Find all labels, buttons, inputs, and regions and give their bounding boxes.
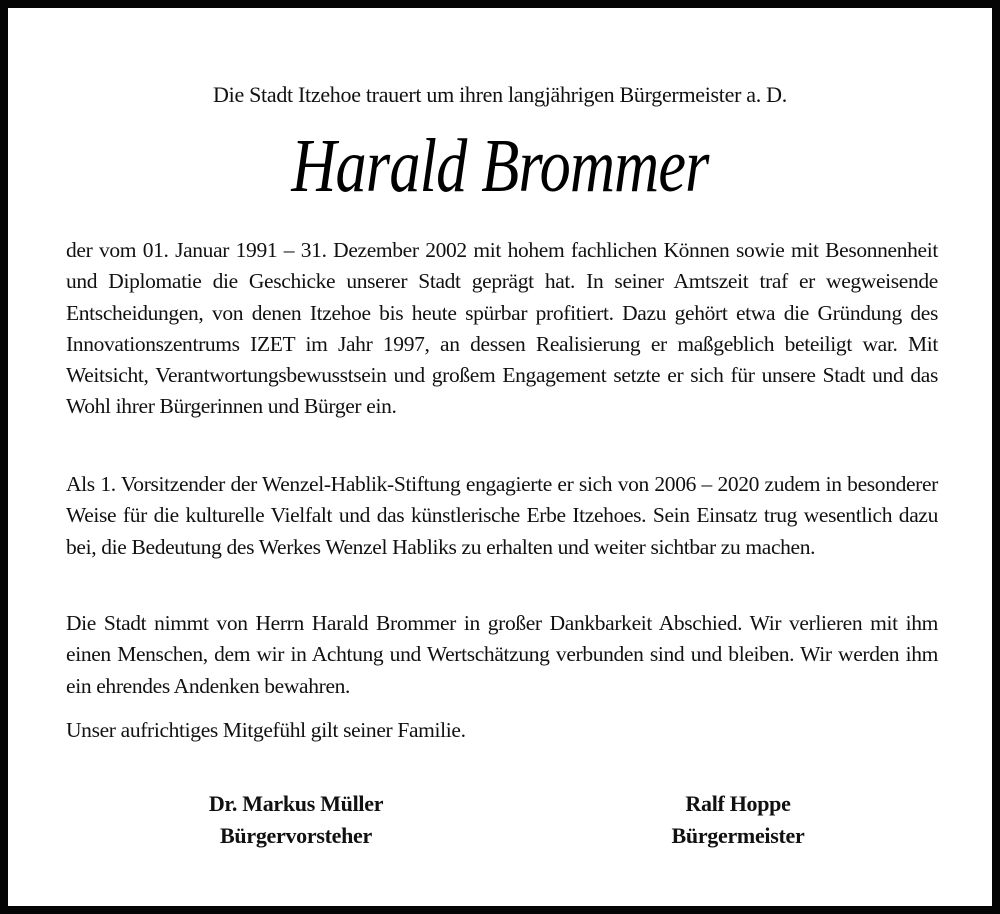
obituary-notice	[8, 8, 992, 906]
signatory-title: Bürgermeister	[671, 823, 805, 848]
paragraph-text: Die Stadt nimmt von Herrn Harald Brommer in großer Dankbarkeit Abschied. Wir verlieren mit ihm einen Menschen, dem wir in Achtung und Wertschätzung verbunden sind und bleiben. Wir werden ihm ein ehrendes Andenken bewahren.	[66, 611, 938, 698]
signature-right	[588, 788, 888, 852]
paragraph-text: Als 1. Vorsitzender der Wenzel-Hablik-Stiftung engagierte er sich von 2006 – 2020 zudem in besonderer Weise für die kulturelle Vielfalt und das künstlerische Erbe Itzehoes. Sein Einsatz trug wesentlich dazu bei, die Bedeutung des Werkes Wenzel Habliks zu erhalten und weiter sichtbar zu machen.	[66, 472, 938, 559]
paragraph-farewell	[66, 608, 938, 702]
paragraph-text: der vom 01. Januar 1991 – 31. Dezember 2002 mit hohem fachlichen Können sowie mit Besonnenheit und Diplomatie die Geschicke unserer Stadt geprägt hat. In seiner Amtszeit traf er wegweisende Entscheidungen, von denen Itzehoe bis heute spürbar profitiert. Dazu gehört etwa die Gründung des Innovationszentrums IZET im Jahr 1997, an dessen Realisierung er maßgeblich beteiligt war. Mit Weitsicht, Verantwortungsbewusstsein und großem Engagement setzte er sich für unsere Stadt und das Wohl ihrer Bürgerinnen und Bürger ein.	[66, 238, 938, 419]
paragraph-foundation	[66, 469, 938, 563]
signatory-name: Dr. Markus Müller	[208, 791, 384, 816]
signatory-name: Ralf Hoppe	[685, 791, 791, 816]
signature-left	[146, 788, 446, 852]
deceased-name: Harald Brommer	[291, 124, 709, 208]
paragraph-text: Unser aufrichtiges Mitgefühl gilt seiner Familie.	[66, 718, 466, 742]
paragraph-tenure	[66, 235, 938, 423]
intro-line: Die Stadt Itzehoe trauert um ihren langjährigen Bürgermeister a. D.	[213, 82, 787, 107]
signatory-title: Bürgervorsteher	[220, 823, 372, 848]
paragraph-condolence	[66, 715, 938, 746]
